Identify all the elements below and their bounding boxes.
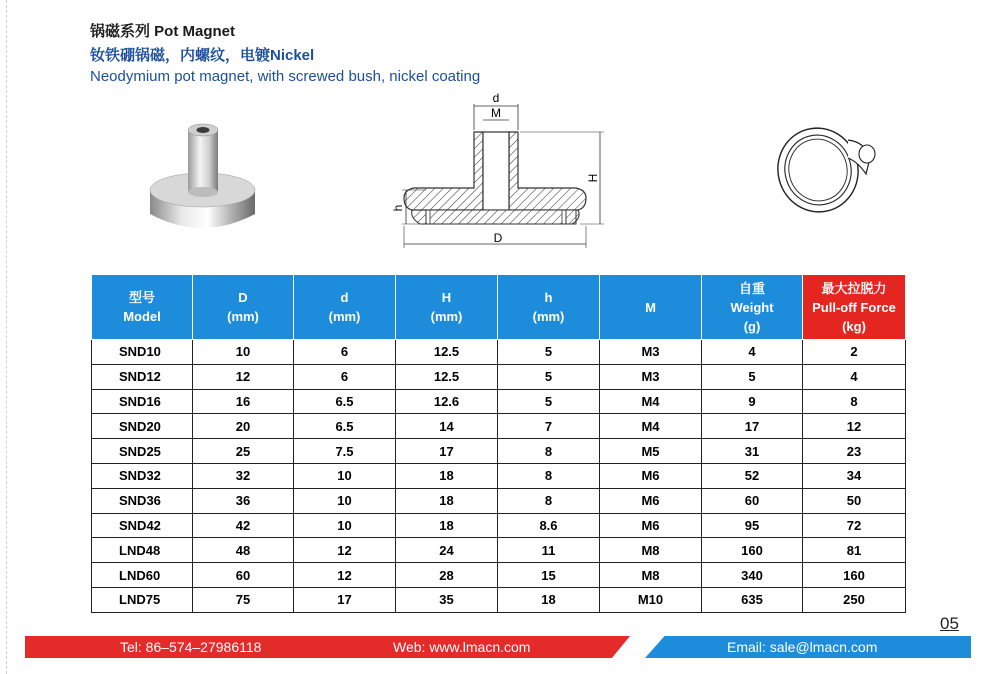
table-row [92,414,906,439]
value-cell: 6 [294,340,396,365]
value-cell: 11 [498,538,600,563]
value-cell: 5 [702,364,803,389]
value-cell: 81 [803,538,906,563]
value-cell: 4 [803,364,906,389]
value-cell: M10 [600,587,702,612]
model-cell: SND42 [92,513,193,538]
value-cell: 250 [803,587,906,612]
value-cell: 160 [702,538,803,563]
page-subtitle-en: Neodymium pot magnet, with screwed bush, nickel coating [90,68,481,85]
value-cell: 34 [803,463,906,488]
value-cell: 8 [803,389,906,414]
value-cell: 5 [498,340,600,365]
value-cell: 340 [702,563,803,588]
value-cell: 12 [294,563,396,588]
value-cell: M4 [600,414,702,439]
value-cell: 28 [396,563,498,588]
value-cell: 17 [702,414,803,439]
value-cell: 12.5 [396,340,498,365]
value-cell: 18 [396,488,498,513]
value-cell: 17 [294,587,396,612]
value-cell: 17 [396,439,498,464]
value-cell: 10 [294,513,396,538]
header-weight: 自重 Weight (g) [702,275,803,340]
value-cell: 36 [193,488,294,513]
value-cell: 160 [803,563,906,588]
model-cell: SND12 [92,364,193,389]
footer-email-link[interactable]: Email: sale@lmacn.com [727,639,878,655]
value-cell: 52 [702,463,803,488]
footer-bar [25,636,971,658]
value-cell: 8 [498,488,600,513]
header-M: M [600,275,702,340]
dim-m-label: M [491,106,501,120]
magnet-sketch [770,118,880,218]
model-cell: SND36 [92,488,193,513]
value-cell: 6 [294,364,396,389]
value-cell: M3 [600,364,702,389]
model-cell: SND20 [92,414,193,439]
value-cell: 24 [396,538,498,563]
value-cell: M6 [600,488,702,513]
technical-drawing [380,90,610,250]
table-row [92,563,906,588]
value-cell: 12.6 [396,389,498,414]
product-photo [140,118,265,238]
header-H: H (mm) [396,275,498,340]
header-pull-off-force: 最大拉脱力 Pull-off Force (kg) [803,275,906,340]
value-cell: 15 [498,563,600,588]
dim-d-label: d [492,91,500,105]
value-cell: 6.5 [294,389,396,414]
header-D: D (mm) [193,275,294,340]
value-cell: 60 [702,488,803,513]
table-row [92,389,906,414]
value-cell: 12 [294,538,396,563]
value-cell: 14 [396,414,498,439]
header-h: h (mm) [498,275,600,340]
value-cell: 2 [803,340,906,365]
model-cell: SND32 [92,463,193,488]
model-cell: SND16 [92,389,193,414]
value-cell: M6 [600,513,702,538]
model-cell: SND10 [92,340,193,365]
value-cell: 42 [193,513,294,538]
value-cell: 18 [396,463,498,488]
table-row [92,587,906,612]
value-cell: 75 [193,587,294,612]
value-cell: M4 [600,389,702,414]
value-cell: 10 [294,488,396,513]
dim-h-lower-label: h [391,204,405,212]
model-cell: LND60 [92,563,193,588]
value-cell: 31 [702,439,803,464]
value-cell: 25 [193,439,294,464]
table-row [92,364,906,389]
table-header-row [92,275,906,340]
value-cell: 8.6 [498,513,600,538]
value-cell: 7 [498,414,600,439]
value-cell: 18 [396,513,498,538]
value-cell: 10 [193,340,294,365]
page-guide-line [0,0,7,674]
value-cell: 6.5 [294,414,396,439]
value-cell: M5 [600,439,702,464]
value-cell: 10 [294,463,396,488]
footer-tel: Tel: 86–574–27986118 [120,639,262,655]
value-cell: 7.5 [294,439,396,464]
table-row [92,463,906,488]
value-cell: 48 [193,538,294,563]
footer-web-link[interactable]: Web: www.lmacn.com [393,639,531,655]
table-row [92,488,906,513]
value-cell: 35 [396,587,498,612]
value-cell: 23 [803,439,906,464]
table-row [92,513,906,538]
header-d: d (mm) [294,275,396,340]
value-cell: 16 [193,389,294,414]
value-cell: 12 [193,364,294,389]
value-cell: 5 [498,389,600,414]
table-row [92,439,906,464]
value-cell: 8 [498,463,600,488]
page-title: 锅磁系列 Pot Magnet [90,23,235,40]
footer-red-band [25,636,630,658]
value-cell: M6 [600,463,702,488]
value-cell: 72 [803,513,906,538]
table-row [92,340,906,365]
model-cell: SND25 [92,439,193,464]
value-cell: 60 [193,563,294,588]
value-cell: 635 [702,587,803,612]
value-cell: 95 [702,513,803,538]
value-cell: M8 [600,538,702,563]
value-cell: 9 [702,389,803,414]
value-cell: 12 [803,414,906,439]
value-cell: M3 [600,340,702,365]
header-model: 型号 Model [92,275,193,340]
page-subtitle-cn: 钕铁硼锅磁，内螺纹，电镀Nickel [90,47,315,64]
value-cell: 5 [498,364,600,389]
value-cell: 12.5 [396,364,498,389]
dim-D-label: D [493,231,503,245]
model-cell: LND75 [92,587,193,612]
value-cell: 50 [803,488,906,513]
value-cell: M8 [600,563,702,588]
value-cell: 32 [193,463,294,488]
model-cell: LND48 [92,538,193,563]
value-cell: 4 [702,340,803,365]
value-cell: 20 [193,414,294,439]
table-row [92,538,906,563]
spec-table [91,274,906,613]
value-cell: 8 [498,439,600,464]
dim-h-upper-label: H [586,173,600,183]
value-cell: 18 [498,587,600,612]
page-number: 05 [940,614,959,633]
